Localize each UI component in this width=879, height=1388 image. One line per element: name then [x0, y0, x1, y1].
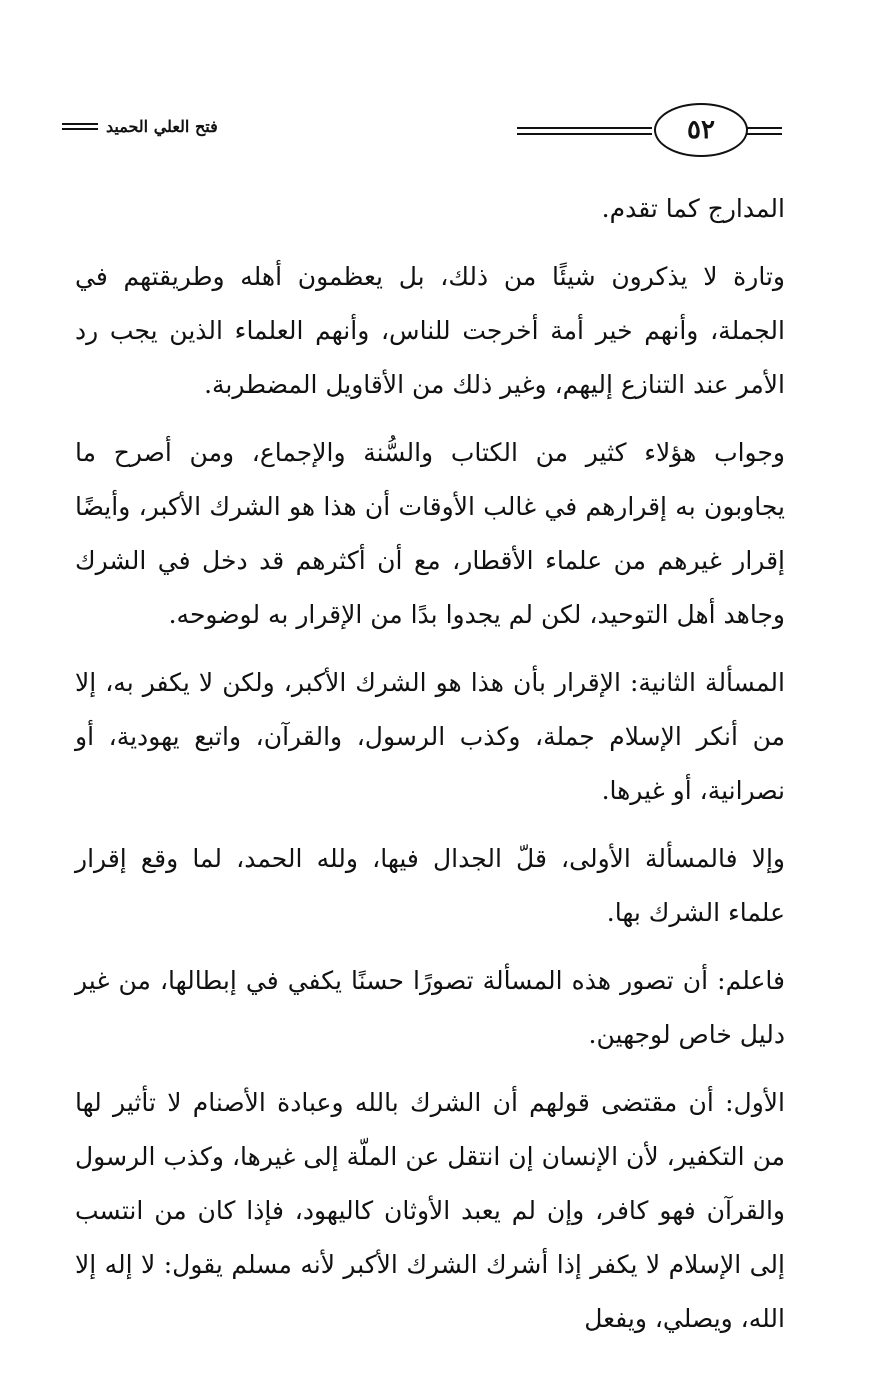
paragraph: الأول: أن مقتضى قولهم أن الشرك بالله وعبادة الأصنام لا تأثير لها من التكفير، لأن الإنسان إن انتقل عن الملّة إلى غيرها، وكذب الرسول والقرآن فهو كافر، وإن لم يعبد الأوثان كاليهود، فإذا كان من انتسب إلى الإسلام لا يكفر إذا أشرك الشرك الأكبر لأنه مسلم يقول: لا إله إلا الله، ويصلي، ويفعل	[75, 1088, 785, 1333]
page-number-oval	[654, 103, 748, 157]
book-title-text: فتح العلي الحميد	[106, 117, 218, 136]
page-number: ٥٢	[687, 115, 715, 145]
paragraph: المسألة الثانية: الإقرار بأن هذا هو الشرك الأكبر، ولكن لا يكفر به، إلا من أنكر الإسلام جملة، وكذب الرسول، والقرآن، واتبع يهودية، أو نصرانية، أو غيرها.	[75, 668, 785, 805]
running-title	[62, 117, 218, 136]
paragraph: المدارج كما تقدم.	[601, 194, 785, 223]
title-ornament-dash	[62, 123, 98, 130]
header-rule-right	[742, 127, 782, 135]
paragraph: فاعلم: أن تصور هذه المسألة تصورًا حسنًا يكفي في إبطالها، من غير دليل خاص لوجهين.	[75, 966, 785, 1049]
page-header	[62, 103, 782, 159]
paragraph: وتارة لا يذكرون شيئًا من ذلك، بل يعظمون أهله وطريقتهم في الجملة، وأنهم خير أمة أخرجت للناس، وأنهم العلماء الذين يجب رد الأمر عند التنازع إليهم، وغير ذلك من الأقاويل المضطربة.	[75, 262, 785, 399]
paragraph: وإلا فالمسألة الأولى، قلّ الجدال فيها، ولله الحمد، لما وقع إقرار علماء الشرك بها.	[75, 844, 785, 927]
page-body	[75, 182, 785, 1360]
paragraph: وجواب هؤلاء كثير من الكتاب والسُّنة والإجماع، ومن أصرح ما يجاوبون به إقرارهم في غالب الأوقات أن هذا هو الشرك الأكبر، وأيضًا إقرار غيرهم من علماء الأقطار، مع أن أكثرهم قد دخل في الشرك وجاهد أهل التوحيد، لكن لم يجدوا بدًا من الإقرار به لوضوحه.	[75, 438, 785, 629]
header-rule-left	[517, 127, 652, 135]
